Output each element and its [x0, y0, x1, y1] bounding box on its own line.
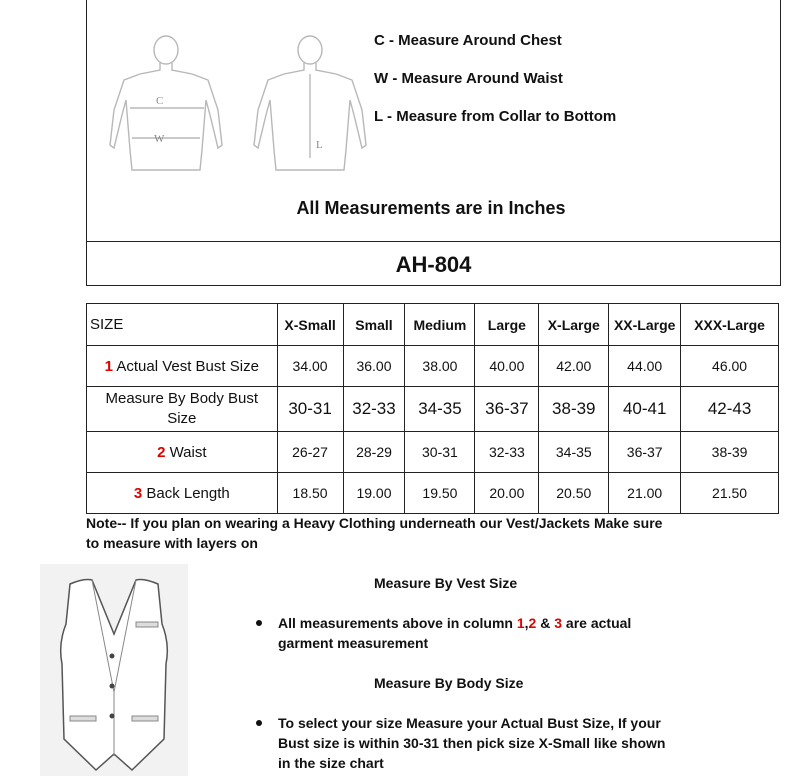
table-cell: 38-39: [539, 387, 609, 432]
table-cell: 38.00: [405, 346, 475, 387]
table-cell: 38-39: [681, 432, 779, 473]
vest-bullet-line-1: [278, 613, 631, 633]
table-cell: 34.00: [277, 346, 343, 387]
column-number: 3: [554, 615, 563, 631]
table-cell: 18.50: [277, 473, 343, 514]
row-label: [87, 473, 278, 514]
table-cell: 44.00: [609, 346, 681, 387]
row-number: 1: [104, 357, 113, 375]
table-cell: 26-27: [277, 432, 343, 473]
bullet-text: All measurements above in column: [278, 615, 517, 631]
vest-size-heading: Measure By Vest Size: [374, 575, 518, 591]
model-title: AH-804: [395, 252, 472, 277]
table-cell: 40-41: [609, 387, 681, 432]
table-cell: 28-29: [343, 432, 405, 473]
body-size-bullet: [278, 713, 665, 773]
size-header: Small: [343, 304, 405, 346]
layering-note: [86, 513, 662, 553]
table-cell: 32-33: [475, 432, 539, 473]
table-cell: 21.00: [609, 473, 681, 514]
table-corner: SIZE: [87, 304, 278, 346]
size-chart-table: [86, 303, 779, 514]
legend-length: L - Measure from Collar to Bottom: [374, 108, 617, 125]
table-cell: 40.00: [475, 346, 539, 387]
note-line-2: to measure with layers on: [86, 535, 258, 551]
table-header-row: [87, 304, 779, 346]
bullet-text: are actual: [562, 615, 632, 631]
note-line-1: Note-- If you plan on wearing a Heavy Clothing underneath our Vest/Jackets Make sure: [86, 515, 663, 531]
table-cell: 30-31: [405, 432, 475, 473]
table-row: [87, 346, 779, 387]
body-size-heading: Measure By Body Size: [374, 675, 524, 691]
table-cell: 34-35: [405, 387, 475, 432]
table-cell: 30-31: [277, 387, 343, 432]
vest-size-bullet: [278, 613, 631, 653]
row-label-text: Actual Vest Bust Size: [116, 357, 259, 375]
figure-label-w: W: [154, 133, 165, 145]
body-measurement-figures: [100, 30, 370, 180]
table-cell: 36.00: [343, 346, 405, 387]
body-bullet-line-2: Bust size is within 30-31 then pick size X-Small like shown: [278, 735, 666, 751]
table-cell: 19.00: [343, 473, 405, 514]
table-row: [87, 473, 779, 514]
row-label: [87, 346, 278, 387]
size-header: Large: [475, 304, 539, 346]
table-cell: 20.50: [539, 473, 609, 514]
row-label-text: Waist: [169, 443, 207, 461]
table-cell: 46.00: [681, 346, 779, 387]
table-cell: 42-43: [681, 387, 779, 432]
size-header: X-Large: [539, 304, 609, 346]
size-header: Medium: [405, 304, 475, 346]
legend-waist: W - Measure Around Waist: [374, 70, 563, 87]
table-cell: 19.50: [405, 473, 475, 514]
legend-chest: C - Measure Around Chest: [374, 32, 562, 49]
table-cell: 32-33: [343, 387, 405, 432]
row-number: 3: [133, 484, 143, 502]
table-cell: 20.00: [475, 473, 539, 514]
table-cell: 36-37: [475, 387, 539, 432]
figure-label-c: C: [156, 95, 164, 107]
size-header: XXX-Large: [681, 304, 779, 346]
table-cell: 36-37: [609, 432, 681, 473]
table-cell: 42.00: [539, 346, 609, 387]
body-bullet-line-1: To select your size Measure your Actual Bust Size, If your: [278, 715, 661, 731]
column-number: 1: [516, 615, 525, 631]
row-label: [87, 387, 278, 432]
bullet-icon: [256, 620, 262, 626]
size-header: XX-Large: [609, 304, 681, 346]
table-row: [87, 387, 779, 432]
bullet-text: &: [536, 615, 555, 631]
bullet-text: ,: [524, 615, 529, 631]
bullet-icon: [256, 720, 262, 726]
units-note: All Measurements are in Inches: [296, 198, 566, 218]
table-cell: 34-35: [539, 432, 609, 473]
row-label-text: Back Length: [146, 484, 230, 502]
row-label: [87, 432, 278, 473]
table-cell: 21.50: [681, 473, 779, 514]
body-bullet-line-3: in the size chart: [278, 755, 384, 771]
vest-illustration: [40, 564, 188, 776]
table-row: [87, 432, 779, 473]
row-number: 2: [157, 443, 166, 461]
column-number: 2: [528, 615, 537, 631]
size-header: X-Small: [277, 304, 343, 346]
row-label-text: Measure By Body Bust Size: [105, 390, 259, 427]
figure-label-l: L: [316, 139, 323, 151]
vest-bullet-line-2: garment measurement: [278, 635, 429, 651]
